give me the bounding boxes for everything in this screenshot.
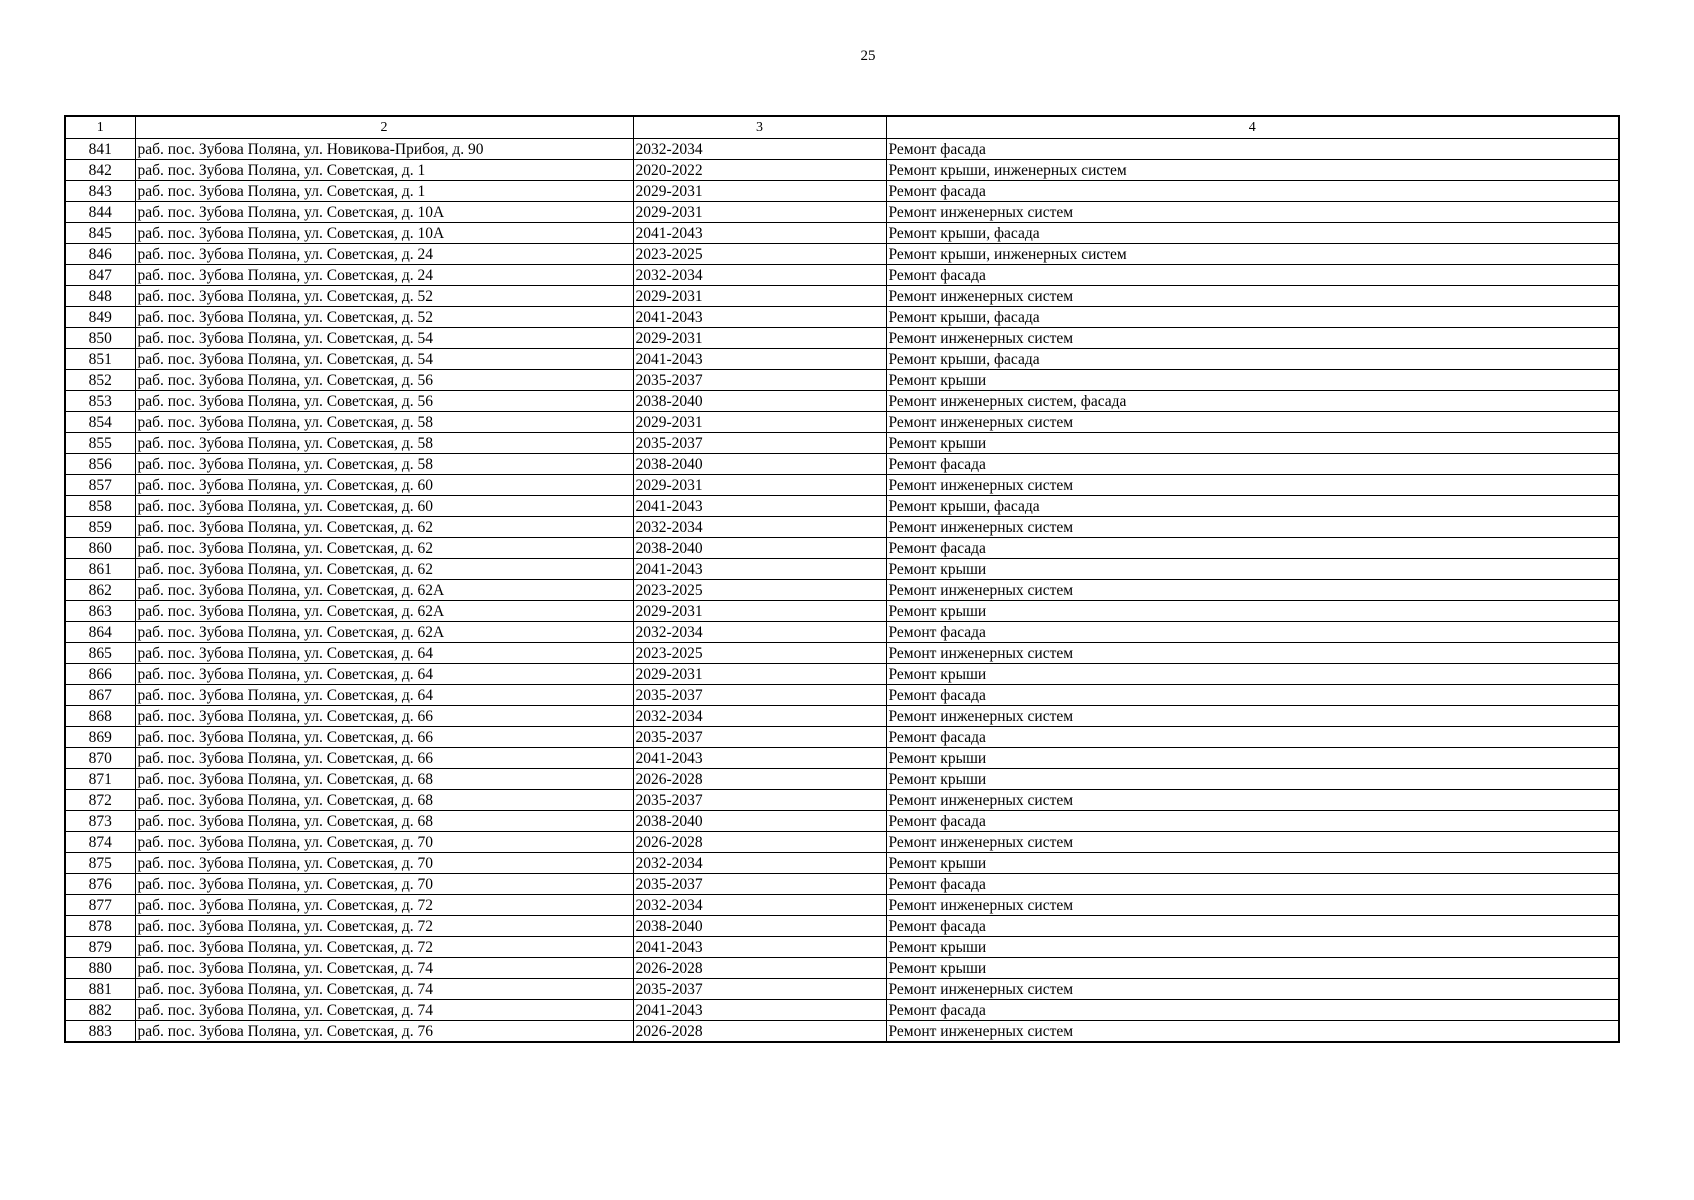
table-row: [65, 307, 1619, 328]
table-row: [65, 727, 1619, 748]
row-number-cell: 847: [65, 265, 135, 286]
address-cell: раб. пос. Зубова Поляна, ул. Советская, д. 24: [135, 244, 633, 265]
address-cell: раб. пос. Зубова Поляна, ул. Советская, д. 70: [135, 874, 633, 895]
address-cell: раб. пос. Зубова Поляна, ул. Советская, д. 64: [135, 643, 633, 664]
work-type-cell: Ремонт фасада: [886, 181, 1619, 202]
row-number-cell: 852: [65, 370, 135, 391]
table-row: [65, 181, 1619, 202]
row-number-cell: 875: [65, 853, 135, 874]
table-row: [65, 160, 1619, 181]
work-type-cell: Ремонт фасада: [886, 265, 1619, 286]
table-row: [65, 538, 1619, 559]
table-row: [65, 412, 1619, 433]
address-cell: раб. пос. Зубова Поляна, ул. Советская, д. 76: [135, 1021, 633, 1043]
repair-schedule-table: [64, 115, 1620, 1043]
table-body: [65, 139, 1619, 1043]
period-cell: 2032-2034: [633, 706, 886, 727]
address-cell: раб. пос. Зубова Поляна, ул. Советская, д. 54: [135, 328, 633, 349]
address-cell: раб. пос. Зубова Поляна, ул. Советская, д. 62А: [135, 580, 633, 601]
row-number-cell: 882: [65, 1000, 135, 1021]
period-cell: 2032-2034: [633, 517, 886, 538]
table-row: [65, 244, 1619, 265]
period-cell: 2035-2037: [633, 790, 886, 811]
address-cell: раб. пос. Зубова Поляна, ул. Советская, д. 64: [135, 664, 633, 685]
work-type-cell: Ремонт инженерных систем: [886, 580, 1619, 601]
period-cell: 2041-2043: [633, 937, 886, 958]
period-cell: 2032-2034: [633, 265, 886, 286]
table-row: [65, 832, 1619, 853]
address-cell: раб. пос. Зубова Поляна, ул. Советская, д. 10А: [135, 223, 633, 244]
work-type-cell: Ремонт крыши: [886, 958, 1619, 979]
table-row: [65, 958, 1619, 979]
table-row: [65, 286, 1619, 307]
row-number-cell: 856: [65, 454, 135, 475]
table-row: [65, 811, 1619, 832]
table-row: [65, 475, 1619, 496]
work-type-cell: Ремонт крыши: [886, 664, 1619, 685]
work-type-cell: Ремонт инженерных систем: [886, 412, 1619, 433]
period-cell: 2032-2034: [633, 895, 886, 916]
row-number-cell: 870: [65, 748, 135, 769]
address-cell: раб. пос. Зубова Поляна, ул. Советская, д. 72: [135, 937, 633, 958]
table-row: [65, 895, 1619, 916]
address-cell: раб. пос. Зубова Поляна, ул. Советская, д. 62А: [135, 622, 633, 643]
row-number-cell: 863: [65, 601, 135, 622]
address-cell: раб. пос. Зубова Поляна, ул. Советская, д. 70: [135, 832, 633, 853]
period-cell: 2038-2040: [633, 811, 886, 832]
period-cell: 2035-2037: [633, 685, 886, 706]
work-type-cell: Ремонт крыши: [886, 769, 1619, 790]
address-cell: раб. пос. Зубова Поляна, ул. Советская, д. 10А: [135, 202, 633, 223]
period-cell: 2038-2040: [633, 538, 886, 559]
period-cell: 2041-2043: [633, 307, 886, 328]
period-cell: 2041-2043: [633, 349, 886, 370]
table-row: [65, 979, 1619, 1000]
work-type-cell: Ремонт инженерных систем: [886, 790, 1619, 811]
address-cell: раб. пос. Зубова Поляна, ул. Советская, д. 54: [135, 349, 633, 370]
column-header-3: 3: [633, 116, 886, 139]
period-cell: 2032-2034: [633, 622, 886, 643]
work-type-cell: Ремонт инженерных систем: [886, 328, 1619, 349]
work-type-cell: Ремонт инженерных систем: [886, 202, 1619, 223]
period-cell: 2023-2025: [633, 244, 886, 265]
table-row: [65, 328, 1619, 349]
address-cell: раб. пос. Зубова Поляна, ул. Советская, д. 72: [135, 895, 633, 916]
work-type-cell: Ремонт фасада: [886, 874, 1619, 895]
period-cell: 2041-2043: [633, 559, 886, 580]
period-cell: 2038-2040: [633, 454, 886, 475]
table-row: [65, 748, 1619, 769]
work-type-cell: Ремонт фасада: [886, 139, 1619, 160]
work-type-cell: Ремонт инженерных систем: [886, 475, 1619, 496]
work-type-cell: Ремонт инженерных систем: [886, 1021, 1619, 1043]
period-cell: 2029-2031: [633, 286, 886, 307]
work-type-cell: Ремонт крыши: [886, 433, 1619, 454]
row-number-cell: 844: [65, 202, 135, 223]
work-type-cell: Ремонт крыши, фасада: [886, 349, 1619, 370]
address-cell: раб. пос. Зубова Поляна, ул. Советская, д. 58: [135, 433, 633, 454]
table-row: [65, 559, 1619, 580]
row-number-cell: 843: [65, 181, 135, 202]
row-number-cell: 845: [65, 223, 135, 244]
row-number-cell: 860: [65, 538, 135, 559]
address-cell: раб. пос. Зубова Поляна, ул. Советская, д. 66: [135, 706, 633, 727]
period-cell: 2035-2037: [633, 874, 886, 895]
table-row: [65, 853, 1619, 874]
period-cell: 2026-2028: [633, 958, 886, 979]
work-type-cell: Ремонт инженерных систем: [886, 286, 1619, 307]
table-row: [65, 643, 1619, 664]
row-number-cell: 867: [65, 685, 135, 706]
table-header-row: [65, 116, 1619, 139]
work-type-cell: Ремонт инженерных систем: [886, 832, 1619, 853]
address-cell: раб. пос. Зубова Поляна, ул. Советская, д. 70: [135, 853, 633, 874]
column-header-2: 2: [135, 116, 633, 139]
work-type-cell: Ремонт крыши: [886, 370, 1619, 391]
row-number-cell: 869: [65, 727, 135, 748]
table-row: [65, 622, 1619, 643]
address-cell: раб. пос. Зубова Поляна, ул. Советская, д. 62: [135, 559, 633, 580]
table-row: [65, 916, 1619, 937]
address-cell: раб. пос. Зубова Поляна, ул. Советская, д. 62: [135, 517, 633, 538]
row-number-cell: 868: [65, 706, 135, 727]
work-type-cell: Ремонт инженерных систем: [886, 706, 1619, 727]
address-cell: раб. пос. Зубова Поляна, ул. Советская, д. 62А: [135, 601, 633, 622]
table-row: [65, 517, 1619, 538]
period-cell: 2035-2037: [633, 370, 886, 391]
row-number-cell: 871: [65, 769, 135, 790]
row-number-cell: 853: [65, 391, 135, 412]
work-type-cell: Ремонт фасада: [886, 622, 1619, 643]
period-cell: 2038-2040: [633, 391, 886, 412]
table-row: [65, 139, 1619, 160]
row-number-cell: 864: [65, 622, 135, 643]
row-number-cell: 876: [65, 874, 135, 895]
period-cell: 2035-2037: [633, 979, 886, 1000]
row-number-cell: 859: [65, 517, 135, 538]
table-row: [65, 1000, 1619, 1021]
row-number-cell: 872: [65, 790, 135, 811]
address-cell: раб. пос. Зубова Поляна, ул. Советская, д. 52: [135, 286, 633, 307]
address-cell: раб. пос. Зубова Поляна, ул. Новикова-Прибоя, д. 90: [135, 139, 633, 160]
table-row: [65, 370, 1619, 391]
row-number-cell: 861: [65, 559, 135, 580]
period-cell: 2029-2031: [633, 412, 886, 433]
address-cell: раб. пос. Зубова Поляна, ул. Советская, д. 24: [135, 265, 633, 286]
page-number: 25: [860, 48, 876, 64]
period-cell: 2023-2025: [633, 643, 886, 664]
period-cell: 2026-2028: [633, 832, 886, 853]
row-number-cell: 855: [65, 433, 135, 454]
period-cell: 2032-2034: [633, 139, 886, 160]
row-number-cell: 849: [65, 307, 135, 328]
table-row: [65, 706, 1619, 727]
work-type-cell: Ремонт фасада: [886, 538, 1619, 559]
table-row: [65, 223, 1619, 244]
row-number-cell: 880: [65, 958, 135, 979]
period-cell: 2041-2043: [633, 496, 886, 517]
period-cell: 2026-2028: [633, 769, 886, 790]
address-cell: раб. пос. Зубова Поляна, ул. Советская, д. 74: [135, 979, 633, 1000]
table-row: [65, 580, 1619, 601]
row-number-cell: 854: [65, 412, 135, 433]
address-cell: раб. пос. Зубова Поляна, ул. Советская, д. 68: [135, 790, 633, 811]
row-number-cell: 877: [65, 895, 135, 916]
work-type-cell: Ремонт фасада: [886, 454, 1619, 475]
work-type-cell: Ремонт фасада: [886, 685, 1619, 706]
table-row: [65, 202, 1619, 223]
period-cell: 2029-2031: [633, 601, 886, 622]
table-row: [65, 433, 1619, 454]
address-cell: раб. пос. Зубова Поляна, ул. Советская, д. 74: [135, 958, 633, 979]
work-type-cell: Ремонт инженерных систем: [886, 895, 1619, 916]
work-type-cell: Ремонт инженерных систем: [886, 517, 1619, 538]
table-row: [65, 265, 1619, 286]
row-number-cell: 865: [65, 643, 135, 664]
address-cell: раб. пос. Зубова Поляна, ул. Советская, д. 66: [135, 748, 633, 769]
table-row: [65, 685, 1619, 706]
address-cell: раб. пос. Зубова Поляна, ул. Советская, д. 52: [135, 307, 633, 328]
address-cell: раб. пос. Зубова Поляна, ул. Советская, д. 58: [135, 454, 633, 475]
work-type-cell: Ремонт крыши: [886, 853, 1619, 874]
table-row: [65, 391, 1619, 412]
table-row: [65, 349, 1619, 370]
period-cell: 2029-2031: [633, 328, 886, 349]
period-cell: 2041-2043: [633, 223, 886, 244]
row-number-cell: 878: [65, 916, 135, 937]
row-number-cell: 881: [65, 979, 135, 1000]
address-cell: раб. пос. Зубова Поляна, ул. Советская, д. 56: [135, 370, 633, 391]
work-type-cell: Ремонт фасада: [886, 916, 1619, 937]
address-cell: раб. пос. Зубова Поляна, ул. Советская, д. 60: [135, 475, 633, 496]
row-number-cell: 874: [65, 832, 135, 853]
period-cell: 2038-2040: [633, 916, 886, 937]
table-row: [65, 937, 1619, 958]
work-type-cell: Ремонт крыши: [886, 559, 1619, 580]
work-type-cell: Ремонт крыши: [886, 601, 1619, 622]
address-cell: раб. пос. Зубова Поляна, ул. Советская, д. 66: [135, 727, 633, 748]
table-row: [65, 790, 1619, 811]
period-cell: 2035-2037: [633, 433, 886, 454]
address-cell: раб. пос. Зубова Поляна, ул. Советская, д. 58: [135, 412, 633, 433]
work-type-cell: Ремонт фасада: [886, 1000, 1619, 1021]
table-row: [65, 496, 1619, 517]
address-cell: раб. пос. Зубова Поляна, ул. Советская, д. 1: [135, 181, 633, 202]
address-cell: раб. пос. Зубова Поляна, ул. Советская, д. 74: [135, 1000, 633, 1021]
address-cell: раб. пос. Зубова Поляна, ул. Советская, д. 62: [135, 538, 633, 559]
row-number-cell: 846: [65, 244, 135, 265]
row-number-cell: 866: [65, 664, 135, 685]
row-number-cell: 850: [65, 328, 135, 349]
table-row: [65, 454, 1619, 475]
row-number-cell: 858: [65, 496, 135, 517]
period-cell: 2029-2031: [633, 475, 886, 496]
row-number-cell: 842: [65, 160, 135, 181]
column-header-1: 1: [65, 116, 135, 139]
table-row: [65, 769, 1619, 790]
row-number-cell: 879: [65, 937, 135, 958]
table-row: [65, 601, 1619, 622]
address-cell: раб. пос. Зубова Поляна, ул. Советская, д. 56: [135, 391, 633, 412]
work-type-cell: Ремонт крыши, инженерных систем: [886, 160, 1619, 181]
address-cell: раб. пос. Зубова Поляна, ул. Советская, д. 72: [135, 916, 633, 937]
row-number-cell: 873: [65, 811, 135, 832]
period-cell: 2029-2031: [633, 181, 886, 202]
column-header-4: 4: [886, 116, 1619, 139]
address-cell: раб. пос. Зубова Поляна, ул. Советская, д. 68: [135, 769, 633, 790]
address-cell: раб. пос. Зубова Поляна, ул. Советская, д. 1: [135, 160, 633, 181]
period-cell: 2020-2022: [633, 160, 886, 181]
work-type-cell: Ремонт крыши, фасада: [886, 223, 1619, 244]
row-number-cell: 848: [65, 286, 135, 307]
row-number-cell: 841: [65, 139, 135, 160]
table-row: [65, 664, 1619, 685]
work-type-cell: Ремонт крыши, инженерных систем: [886, 244, 1619, 265]
work-type-cell: Ремонт крыши: [886, 748, 1619, 769]
work-type-cell: Ремонт крыши: [886, 937, 1619, 958]
row-number-cell: 883: [65, 1021, 135, 1043]
period-cell: 2023-2025: [633, 580, 886, 601]
period-cell: 2041-2043: [633, 748, 886, 769]
work-type-cell: Ремонт фасада: [886, 727, 1619, 748]
work-type-cell: Ремонт инженерных систем: [886, 979, 1619, 1000]
row-number-cell: 851: [65, 349, 135, 370]
address-cell: раб. пос. Зубова Поляна, ул. Советская, д. 60: [135, 496, 633, 517]
period-cell: 2035-2037: [633, 727, 886, 748]
address-cell: раб. пос. Зубова Поляна, ул. Советская, д. 68: [135, 811, 633, 832]
address-cell: раб. пос. Зубова Поляна, ул. Советская, д. 64: [135, 685, 633, 706]
period-cell: 2029-2031: [633, 664, 886, 685]
table-row: [65, 1021, 1619, 1043]
row-number-cell: 862: [65, 580, 135, 601]
work-type-cell: Ремонт фасада: [886, 811, 1619, 832]
period-cell: 2026-2028: [633, 1021, 886, 1043]
period-cell: 2032-2034: [633, 853, 886, 874]
period-cell: 2029-2031: [633, 202, 886, 223]
work-type-cell: Ремонт крыши, фасада: [886, 496, 1619, 517]
work-type-cell: Ремонт инженерных систем, фасада: [886, 391, 1619, 412]
period-cell: 2041-2043: [633, 1000, 886, 1021]
table-row: [65, 874, 1619, 895]
work-type-cell: Ремонт инженерных систем: [886, 643, 1619, 664]
row-number-cell: 857: [65, 475, 135, 496]
work-type-cell: Ремонт крыши, фасада: [886, 307, 1619, 328]
